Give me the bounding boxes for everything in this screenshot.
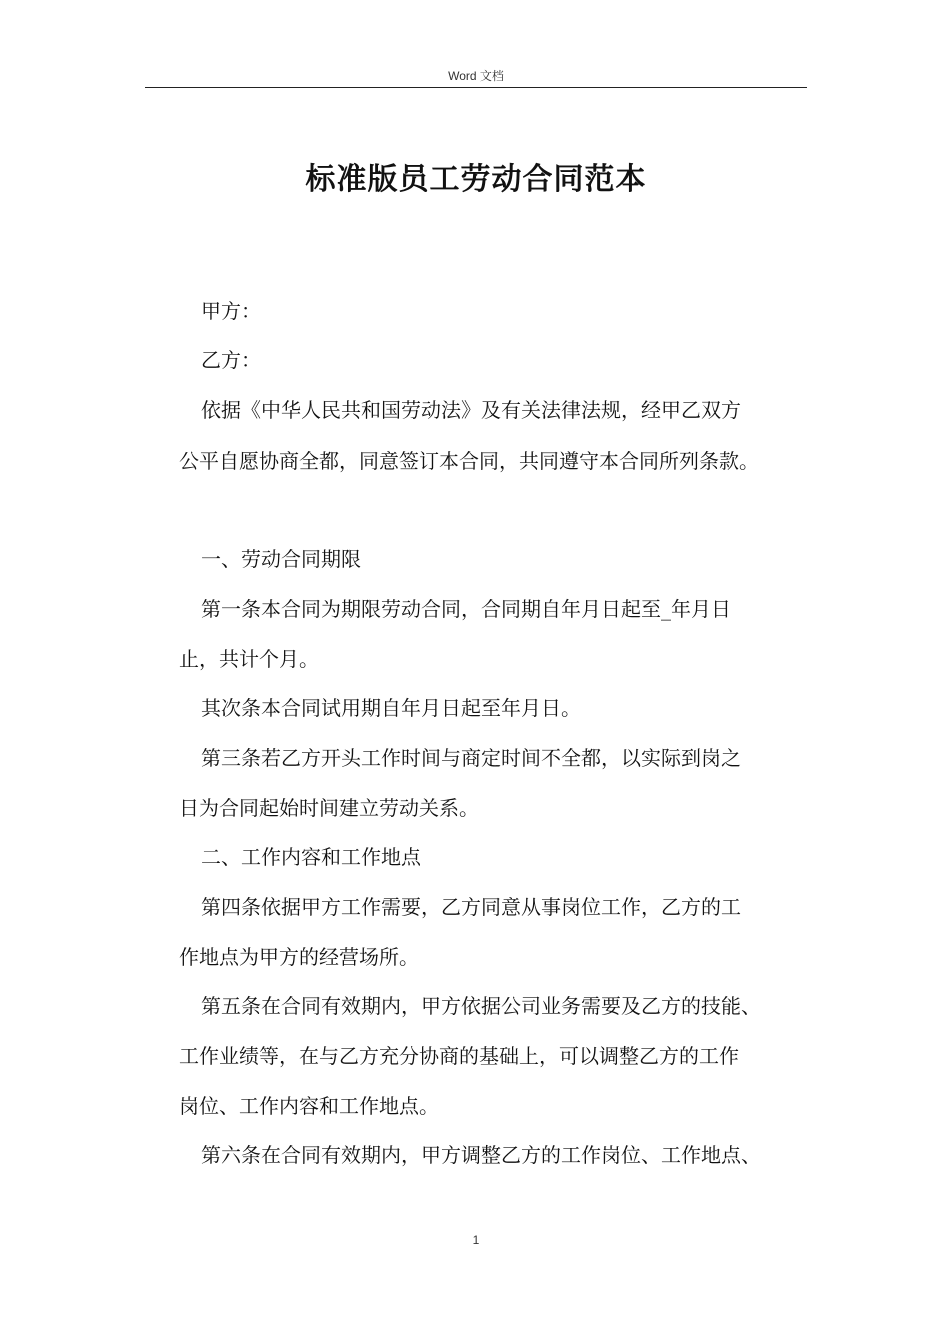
article-5-line-2: 工作业绩等，在与乙方充分协商的基础上，可以调整乙方的工作 (179, 1044, 739, 1068)
section-heading-work: 二、工作内容和工作地点 (201, 845, 421, 869)
header-divider (145, 87, 807, 88)
article-2-line: 其次条本合同试用期自年月日起至年月日。 (201, 696, 581, 720)
article-1-line-2: 止，共计个月。 (179, 647, 319, 671)
intro-paragraph-line-2: 公平自愿协商全都，同意签订本合同，共同遵守本合同所列条款。 (179, 449, 759, 473)
article-1-line-1: 第一条本合同为期限劳动合同，合同期自年月日起至_年月日 (201, 597, 731, 621)
page-number: 1 (472, 1233, 480, 1247)
article-4-line-1: 第四条依据甲方工作需要，乙方同意从事岗位工作，乙方的工 (201, 895, 741, 919)
page-header: Word 文档 (448, 69, 504, 83)
article-3-line-1: 第三条若乙方开头工作时间与商定时间不全都，以实际到岗之 (201, 746, 741, 770)
article-5-line-1: 第五条在合同有效期内，甲方依据公司业务需要及乙方的技能、 (201, 994, 761, 1018)
section-heading-term: 一、劳动合同期限 (201, 547, 361, 571)
article-4-line-2: 作地点为甲方的经营场所。 (179, 945, 419, 969)
article-3-line-2: 日为合同起始时间建立劳动关系。 (179, 796, 479, 820)
document-title: 标准版员工劳动合同范本 (305, 162, 647, 197)
party-b-line: 乙方： (201, 348, 261, 372)
party-a-line: 甲方： (201, 299, 261, 323)
intro-paragraph-line-1: 依据《中华人民共和国劳动法》及有关法律法规，经甲乙双方 (201, 398, 741, 422)
article-6-line-1: 第六条在合同有效期内，甲方调整乙方的工作岗位、工作地点、 (201, 1143, 761, 1167)
article-5-line-3: 岗位、工作内容和工作地点。 (179, 1094, 439, 1118)
